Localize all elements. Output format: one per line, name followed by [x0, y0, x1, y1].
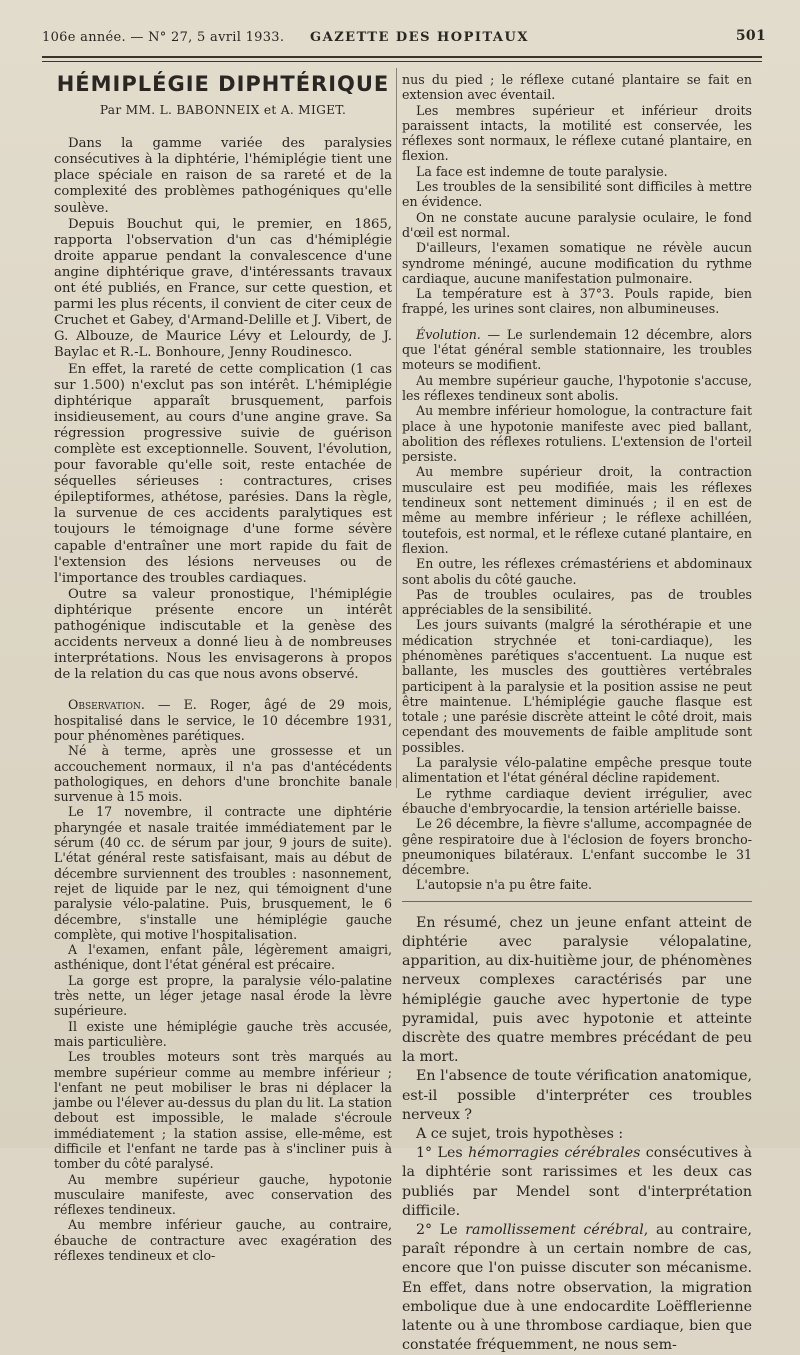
- evolution-paragraph: En outre, les réflexes crémastériens et abdominaux sont abolis du côté gauche.: [402, 556, 752, 587]
- evolution-label: Évolution.: [416, 326, 481, 342]
- hypothesis-term: ramollissement cérébral: [465, 1221, 644, 1238]
- running-header: [42, 26, 766, 48]
- evolution-paragraph: Le 26 décembre, la fièvre s'allume, accompagnée de gêne respiratoire due à l'éclosion de foyers broncho-pneumoniques bilatéraux. L'enfant succombe le 31 décembre.: [402, 816, 752, 878]
- observation-paragraph: Au membre inférieur gauche, au contraire, ébauche de contracture avec exagération des réflexes tendineux et clo-: [54, 1217, 392, 1264]
- intro-paragraph: En effet, la rareté de cette complication (1 cas sur 1.500) n'exclut pas son intérêt. L'hémiplégie diphtérique apparaît brusquement, parfois insidieusement, au cours d'une angine grave. Sa régression progressive suivie de guérison complète est exceptionnelle. Souvent, l'évolution, pour favorable qu'elle soit, reste entachée de séquelles sérieuses : contractures, crises épileptiformes, athétose, parésies. Dans la règle, la survenue de ces accidents paralytiques est toujours le témoignage d'une forme sévère capable d'entraîner une mort rapide du fait de l'extension des lésions nerveuses ou de l'importance des troubles cardiaques.: [54, 361, 392, 586]
- article-authors: Par MM. L. BABONNEIX et A. MIGET.: [99, 103, 347, 118]
- evolution-paragraph: Au membre inférieur homologue, la contracture fait place à une hypotonie manifeste avec pied ballant, abolition des réflexes rotuliens. L'extension de l'orteil persiste.: [402, 403, 752, 465]
- issue-info: 106e année. — N° 27, 5 avril 1933.: [42, 30, 285, 45]
- observation-paragraph: Il existe une hémiplégie gauche très accusée, mais particulière.: [54, 1018, 392, 1049]
- evolution-paragraph: Pas de troubles oculaires, pas de troubles appréciables de la sensibilité.: [402, 586, 752, 618]
- hypothesis-paragraph: [402, 1144, 752, 1221]
- header-rule: [42, 56, 762, 58]
- summary-paragraph: A ce sujet, trois hypothèses :: [416, 1125, 624, 1142]
- evolution-paragraph: [402, 327, 752, 373]
- hypothesis-paragraph: [402, 1221, 752, 1355]
- observation-paragraph: Les troubles moteurs sont très marqués au membre supérieur comme au membre inférieur ; l'enfant ne peut mobiliser le bras ni déplacer la jambe ou l'élever au-dessus du plan du lit. La station debout est impossible, le malade s'écroule immédiatement ; la station assise, elle-même, est difficile et l'enfant ne tarde pas à s'incliner puis à tomber du côté paralysé.: [54, 1049, 392, 1172]
- hypothesis-text: consécutives à la diphtérie sont rarissimes et les deux cas publiés par Mendel sont d'interprétation difficile.: [402, 1145, 752, 1219]
- observation-paragraph: [54, 697, 392, 743]
- summary-paragraph: En l'absence de toute vérification anatomique, est-il possible d'interpréter ces troubles nerveux ?: [402, 1068, 752, 1123]
- observation-label: Observation.: [68, 697, 145, 713]
- observation-text: — E. Roger, âgé de 29 mois, hospitalisé dans le service, le 10 décembre 1931, pour phénomènes parétiques.: [54, 697, 392, 743]
- observation-paragraph: Les membres supérieur et inférieur droits paraissent intacts, la motilité est conservée, les réflexes sont normaux, le réflexe cutané plantaire, en flexion.: [402, 102, 752, 164]
- intro-paragraph: Outre sa valeur pronostique, l'hémiplégie diphtérique présente encore un intérêt pathogénique indiscutable et la genèse des accidents nerveux a donné lieu à de nombreuses interprétations. Nous les envisagerons à propos de la relation du cas que nous avons observé.: [54, 586, 392, 683]
- observation-paragraph: La température est à 37°3. Pouls rapide, bien frappé, les urines sont claires, non albumineuses.: [402, 286, 752, 317]
- observation-paragraph: Le 17 novembre, il contracte une diphtérie pharyngée et nasale traitée immédiatement par le sérum (40 cc. de sérum par jour, 9 jours de suite). L'état général reste satisfaisant, mais au début de décembre surviennent des troubles : nasonnement, rejet de liquide par le nez, qui témoignent d'une paralysie vélo-palatine. Puis, brusquement, le 6 décembre, s'installe une hémiplégie gauche complète, qui motive l'hospitalisation.: [54, 804, 392, 942]
- page-number: 501: [735, 28, 766, 44]
- observation-paragraph: Les troubles de la sensibilité sont difficiles à mettre en évidence.: [402, 179, 752, 210]
- observation-paragraph: Au membre supérieur gauche, hypotonie musculaire manifeste, avec conservation des réflexes tendineux.: [54, 1171, 392, 1218]
- observation-paragraph: On ne constate aucune paralysie oculaire, le fond d'œil est normal.: [402, 209, 752, 240]
- journal-name: GAZETTE DES HOPITAUX: [310, 30, 529, 45]
- observation-paragraph: La face est indemne de toute paralysie.: [416, 163, 668, 179]
- hypothesis-text: , au contraire, paraît répondre à un certain nombre de cas, encore que l'on puisse discuter son mécanisme. En effet, dans notre observation, la migration embolique due à une endocardite Loëfflerienne latente ou à une thrombose cardiaque, bien que constatée fréquemment, ne nous sem-: [402, 1221, 752, 1354]
- summary-paragraph: En résumé, chez un jeune enfant atteint de diphtérie avec paralysie vélopalatine, apparition, au dix-huitième jour, de phénomènes nerveux complexes caractérisés par une hémiplégie gauche avec hypertonie de type pyramidal, puis avec hypotonie et atteinte discrète des quatre membres précédant de peu la mort.: [402, 914, 752, 1066]
- evolution-text: — Le surlendemain 12 décembre, alors que l'état général semble stationnaire, les troubles moteurs se modifient.: [402, 326, 752, 373]
- hypothesis-number: 2° Le: [416, 1221, 466, 1238]
- hypothesis-term: hémorragies cérébrales: [468, 1145, 641, 1162]
- intro-paragraph: Depuis Bouchut qui, le premier, en 1865, rapporta l'observation d'un cas d'hémiplégie droite apparue pendant la convalescence d'une angine diphtérique grave, d'intéressants travaux ont été publiés, en France, sur cette question, et parmi les plus récents, il convient de citer ceux de Cruchet et Gabey, d'Armand-Delille et J. Vibert, de G. Albouze, de Maurice Lévy et Lelourdy, de J. Baylac et R.-L. Bonhoure, Jenny Roudinesco.: [54, 216, 392, 361]
- section-rule: [402, 901, 752, 902]
- evolution-paragraph: Au membre supérieur gauche, l'hypotonie s'accuse, les réflexes tendineux sont abolis.: [402, 372, 752, 403]
- hypothesis-number: 1° Les: [416, 1145, 469, 1162]
- article-title: HÉMIPLÉGIE DIPHTÉRIQUE: [56, 72, 390, 96]
- evolution-paragraph: L'autopsie n'a pu être faite.: [416, 877, 593, 893]
- column-divider: [396, 68, 397, 788]
- evolution-paragraph: La paralysie vélo-palatine empêche presque toute alimentation et l'état général décline rapidement.: [402, 755, 752, 786]
- evolution-paragraph: Au membre supérieur droit, la contraction musculaire est peu modifiée, mais les réflexes tendineux sont nettement diminués ; il en est de même au membre inférieur ; le réflexe achilléen, toutefois, est normal, et le réflexe cutané plantaire, en flexion.: [402, 464, 752, 556]
- observation-paragraph: La gorge est propre, la paralysie vélo-palatine très nette, un léger jetage nasal érode la lèvre supérieure.: [54, 972, 392, 1019]
- observation-paragraph: A l'examen, enfant pâle, légèrement amaigri, asthénique, dont l'état général est précaire.: [54, 942, 392, 973]
- header-rule-thin: [42, 61, 762, 62]
- evolution-paragraph: Les jours suivants (malgré la sérothérapie et une médication strychnée et toni-cardiaque), les phénomènes parétiques s'accentuent. La nuque est ballante, les muscles des gouttières vertébrales participent à la paralysie et la position assise ne peut être maintenue. L'hémiplégie gauche flasque est totale ; une parésie discrète atteint le côté droit, mais cependant des mouvements de faible amplitude sont possibles.: [402, 617, 752, 755]
- intro-paragraph: Dans la gamme variée des paralysies consécutives à la diphtérie, l'hémiplégie tient une place spéciale en raison de sa rareté et de la complexité des problèmes pathogéniques qu'elle soulève.: [54, 136, 392, 216]
- evolution-paragraph: Le rythme cardiaque devient irrégulier, avec ébauche d'embryocardie, la tension artérielle baisse.: [402, 785, 752, 816]
- right-column: [402, 72, 752, 1355]
- observation-paragraph: Né à terme, après une grossesse et un accouchement normaux, il n'a pas d'antécédents pathologiques, en dehors d'une bronchite banale survenue à 15 mois.: [54, 743, 392, 805]
- left-column: [54, 72, 392, 1263]
- continued-paragraph: nus du pied ; le réflexe cutané plantaire se fait en extension avec éventail.: [402, 72, 752, 103]
- observation-paragraph: D'ailleurs, l'examen somatique ne révèle aucun syndrome méningé, aucune modification du rythme cardiaque, aucune manifestation pulmonaire.: [402, 240, 752, 286]
